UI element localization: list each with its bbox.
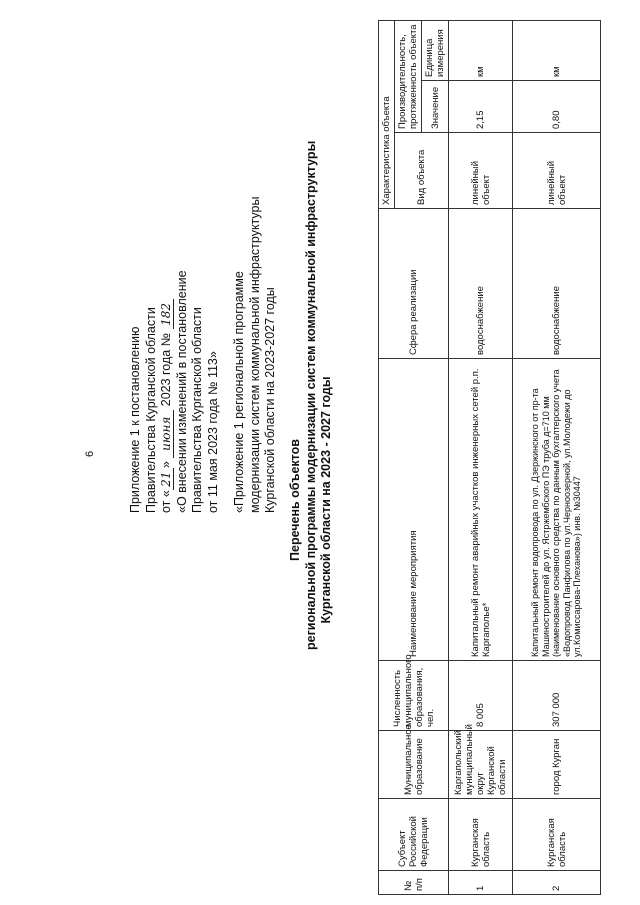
heading-line-2: региональной программы модернизации систем коммунальной инфраструктуры — [303, 140, 318, 650]
cell-population: 8 005 — [449, 661, 513, 731]
program-ref-line-1: «Приложение 1 региональной программе — [232, 271, 246, 513]
appendix-header — [128, 43, 221, 513]
cell-object-type: линейный объект — [449, 133, 513, 209]
cell-num: 1 — [449, 871, 513, 895]
cell-subject: Курганская область — [513, 799, 601, 871]
table-row — [513, 21, 601, 895]
header-num: № п/п — [379, 871, 449, 895]
header-unit: Единица измерения — [422, 21, 449, 81]
heading-line-1: Перечень объектов — [288, 439, 302, 561]
header-municipality: Муниципальное образование — [379, 731, 449, 799]
appendix-line-1: Приложение 1 к постановлению — [128, 326, 142, 513]
program-ref-line-2: модернизации систем коммунальной инфраструктуры — [247, 196, 262, 513]
objects-table — [378, 20, 601, 895]
heading-line-3: Курганской области на 2023 - 2027 годы — [319, 376, 333, 624]
cell-measure: Капитальный ремонт водопровода по ул. Дзержинского от пр-та Машиностроителей до ул. Ястржембского ПЭ труба д=710 мм (наименование основного средства по данным бухгалтерского учета «Водопровод Панфилова по ул.Черноозерной, ул.Молодежи до ул.Комиссарова-Плеханова») инв. №30447 — [513, 359, 601, 661]
table-row — [449, 21, 513, 895]
header-population: Численность муниципального образования, чел. — [379, 661, 449, 731]
header-capacity: Производительность, протяженность объекта — [395, 21, 422, 133]
header-measure: Наименование мероприятия — [379, 359, 449, 661]
header-characteristics: Характеристика объекта — [379, 21, 395, 209]
cell-unit: км — [513, 21, 601, 81]
cell-unit: км — [449, 21, 513, 81]
decree-number-handwritten: 182 — [160, 299, 174, 329]
header-value: Значение — [422, 81, 449, 133]
cell-measure: Капитальный ремонт аварийных участков инженерных сетей р.п. Каргаполье* — [449, 359, 513, 661]
cell-value: 0,80 — [513, 81, 601, 133]
cell-municipality: город Курган — [513, 731, 601, 799]
cell-num: 2 — [513, 871, 601, 895]
program-reference — [232, 33, 279, 513]
cell-value: 2,15 — [449, 81, 513, 133]
cell-sphere: водоснабжение — [513, 209, 601, 359]
appendix-line-6: от 11 мая 2023 года № 113» — [205, 351, 220, 513]
cell-subject: Курганская область — [449, 799, 513, 871]
header-subject: Субъект Российской Федерации — [379, 799, 449, 871]
page-number: 6 — [84, 450, 96, 457]
appendix-line-3 — [159, 43, 175, 513]
appendix-line-4: «О внесении изменений в постановление — [174, 270, 189, 513]
document-heading — [288, 140, 335, 650]
date-mid: » — [159, 457, 173, 469]
header-sphere: Сфера реализации — [379, 209, 449, 359]
cell-population: 307 000 — [513, 661, 601, 731]
table-header-row-1 — [379, 21, 395, 895]
date-month-handwritten: июня — [160, 410, 174, 458]
program-ref-line-3: Курганской области на 2023-2027 годы — [263, 287, 277, 513]
appendix-line-2: Правительства Курганской области — [143, 307, 158, 513]
date-prefix: от « — [159, 490, 173, 513]
cell-municipality: Каргапольский муниципальный округ Курганской области — [449, 731, 513, 799]
date-year: 2023 года № — [159, 332, 173, 410]
header-object-type: Вид объекта — [395, 133, 449, 209]
date-day-handwritten: 21 — [160, 468, 174, 490]
cell-sphere: водоснабжение — [449, 209, 513, 359]
appendix-line-5: Правительства Курганской области — [190, 307, 204, 513]
cell-object-type: линейный объект — [513, 133, 601, 209]
